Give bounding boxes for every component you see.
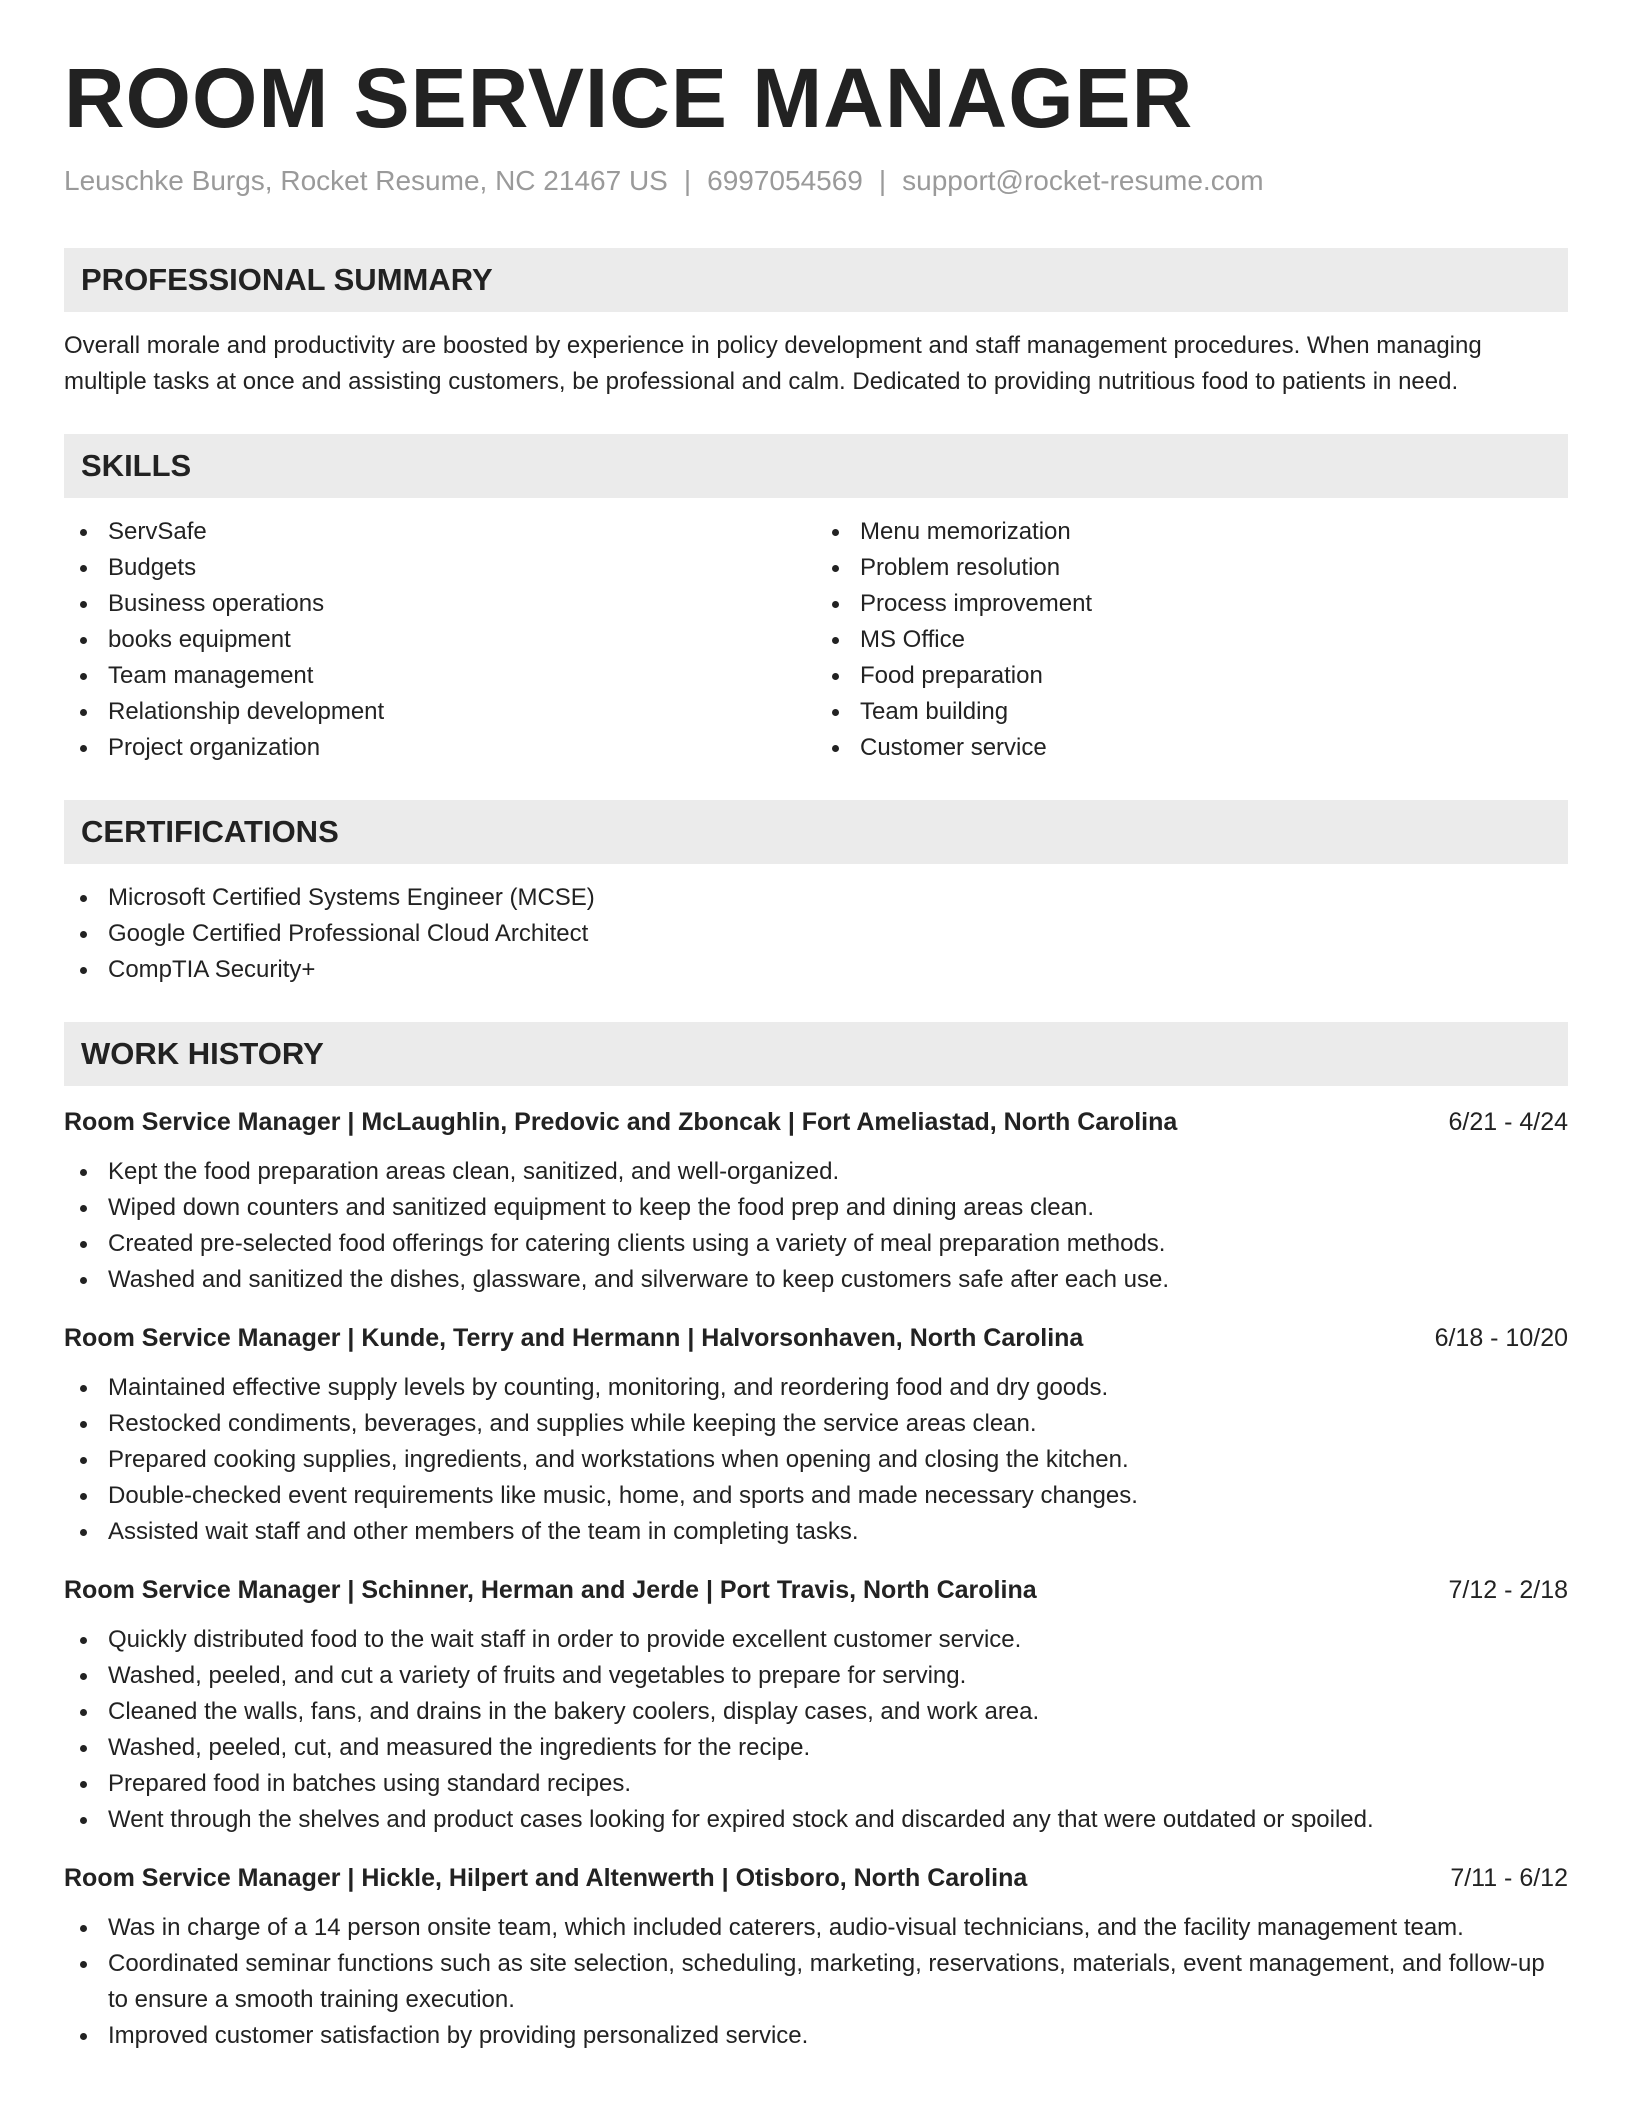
list-item: ServSafe: [64, 514, 816, 550]
job-dates: 6/18 - 10/20: [1434, 1323, 1568, 1352]
list-item: Coordinated seminar functions such as site selection, scheduling, marketing, reservations, materials, event management, and follow-up to ensure a smooth training execution.: [64, 1946, 1568, 2018]
job-dates: 7/12 - 2/18: [1448, 1575, 1568, 1604]
contact-line: [64, 164, 1568, 198]
list-item: Maintained effective supply levels by counting, monitoring, and reordering food and dry goods.: [64, 1370, 1568, 1406]
section-heading-work-history: WORK HISTORY: [64, 1022, 1568, 1086]
list-item: Customer service: [816, 730, 1568, 766]
list-item: Business operations: [64, 586, 816, 622]
list-item: Went through the shelves and product cases looking for expired stock and discarded any that were outdated or spoiled.: [64, 1802, 1568, 1838]
job-entry: [64, 1860, 1568, 2054]
job-bullets: [64, 1910, 1568, 2054]
job-header: [64, 1860, 1568, 1896]
list-item: Cleaned the walls, fans, and drains in the bakery coolers, display cases, and work area.: [64, 1694, 1568, 1730]
skills-right-column: [816, 514, 1568, 766]
list-item: Project organization: [64, 730, 816, 766]
job-title: Room Service Manager | McLaughlin, Predovic and Zboncak | Fort Ameliastad, North Carolina: [64, 1107, 1178, 1136]
list-item: Washed, peeled, and cut a variety of fruits and vegetables to prepare for serving.: [64, 1658, 1568, 1694]
job-title: Room Service Manager | Kunde, Terry and Hermann | Halvorsonhaven, North Carolina: [64, 1323, 1084, 1352]
list-item: Washed, peeled, cut, and measured the ingredients for the recipe.: [64, 1730, 1568, 1766]
job-bullets: [64, 1622, 1568, 1838]
list-item: books equipment: [64, 622, 816, 658]
page-title: ROOM SERVICE MANAGER: [64, 51, 1194, 145]
certifications-list: [64, 880, 1568, 988]
list-item: Created pre-selected food offerings for catering clients using a variety of meal preparation methods.: [64, 1226, 1568, 1262]
skills-columns: [64, 514, 1568, 766]
list-item: Google Certified Professional Cloud Architect: [64, 916, 1568, 952]
job-header: [64, 1320, 1568, 1356]
list-item: Food preparation: [816, 658, 1568, 694]
section-heading-skills: SKILLS: [64, 434, 1568, 498]
job-header: [64, 1104, 1568, 1140]
skills-left-column: [64, 514, 816, 766]
separator: |: [878, 165, 887, 197]
job-bullets: [64, 1370, 1568, 1550]
list-item: Budgets: [64, 550, 816, 586]
list-item: Problem resolution: [816, 550, 1568, 586]
list-item: MS Office: [816, 622, 1568, 658]
job-header: [64, 1572, 1568, 1608]
list-item: CompTIA Security+: [64, 952, 1568, 988]
job-entry: [64, 1572, 1568, 1838]
job-dates: 7/11 - 6/12: [1450, 1863, 1568, 1892]
list-item: Prepared cooking supplies, ingredients, and workstations when opening and closing the kitchen.: [64, 1442, 1568, 1478]
job-entry: [64, 1320, 1568, 1550]
list-item: Kept the food preparation areas clean, sanitized, and well-organized.: [64, 1154, 1568, 1190]
separator: |: [683, 165, 692, 197]
list-item: Prepared food in batches using standard recipes.: [64, 1766, 1568, 1802]
list-item: Team building: [816, 694, 1568, 730]
email: support@rocket-resume.com: [902, 165, 1264, 197]
job-entry: [64, 1104, 1568, 1298]
list-item: Double-checked event requirements like music, home, and sports and made necessary changes.: [64, 1478, 1568, 1514]
list-item: Wiped down counters and sanitized equipment to keep the food prep and dining areas clean.: [64, 1190, 1568, 1226]
list-item: Microsoft Certified Systems Engineer (MCSE): [64, 880, 1568, 916]
list-item: Menu memorization: [816, 514, 1568, 550]
job-dates: 6/21 - 4/24: [1448, 1107, 1568, 1136]
list-item: Washed and sanitized the dishes, glassware, and silverware to keep customers safe after each use.: [64, 1262, 1568, 1298]
phone: 6997054569: [707, 165, 863, 197]
job-title: Room Service Manager | Hickle, Hilpert and Altenwerth | Otisboro, North Carolina: [64, 1863, 1028, 1892]
job-bullets: [64, 1154, 1568, 1298]
list-item: Was in charge of a 14 person onsite team, which included caterers, audio-visual technicians, and the facility management team.: [64, 1910, 1568, 1946]
list-item: Relationship development: [64, 694, 816, 730]
address: Leuschke Burgs, Rocket Resume, NC 21467 US: [64, 165, 668, 197]
list-item: Quickly distributed food to the wait staff in order to provide excellent customer service.: [64, 1622, 1568, 1658]
list-item: Process improvement: [816, 586, 1568, 622]
list-item: Improved customer satisfaction by providing personalized service.: [64, 2018, 1568, 2054]
section-heading-certifications: CERTIFICATIONS: [64, 800, 1568, 864]
section-heading-summary: PROFESSIONAL SUMMARY: [64, 248, 1568, 312]
list-item: Team management: [64, 658, 816, 694]
list-item: Restocked condiments, beverages, and supplies while keeping the service areas clean.: [64, 1406, 1568, 1442]
summary-text: Overall morale and productivity are boosted by experience in policy development and staff management procedures. When managing multiple tasks at once and assisting customers, be professional and calm. Dedicated to providing nutritious food to patients in need.: [64, 331, 1482, 395]
list-item: Assisted wait staff and other members of the team in completing tasks.: [64, 1514, 1568, 1550]
job-title: Room Service Manager | Schinner, Herman and Jerde | Port Travis, North Carolina: [64, 1575, 1037, 1604]
